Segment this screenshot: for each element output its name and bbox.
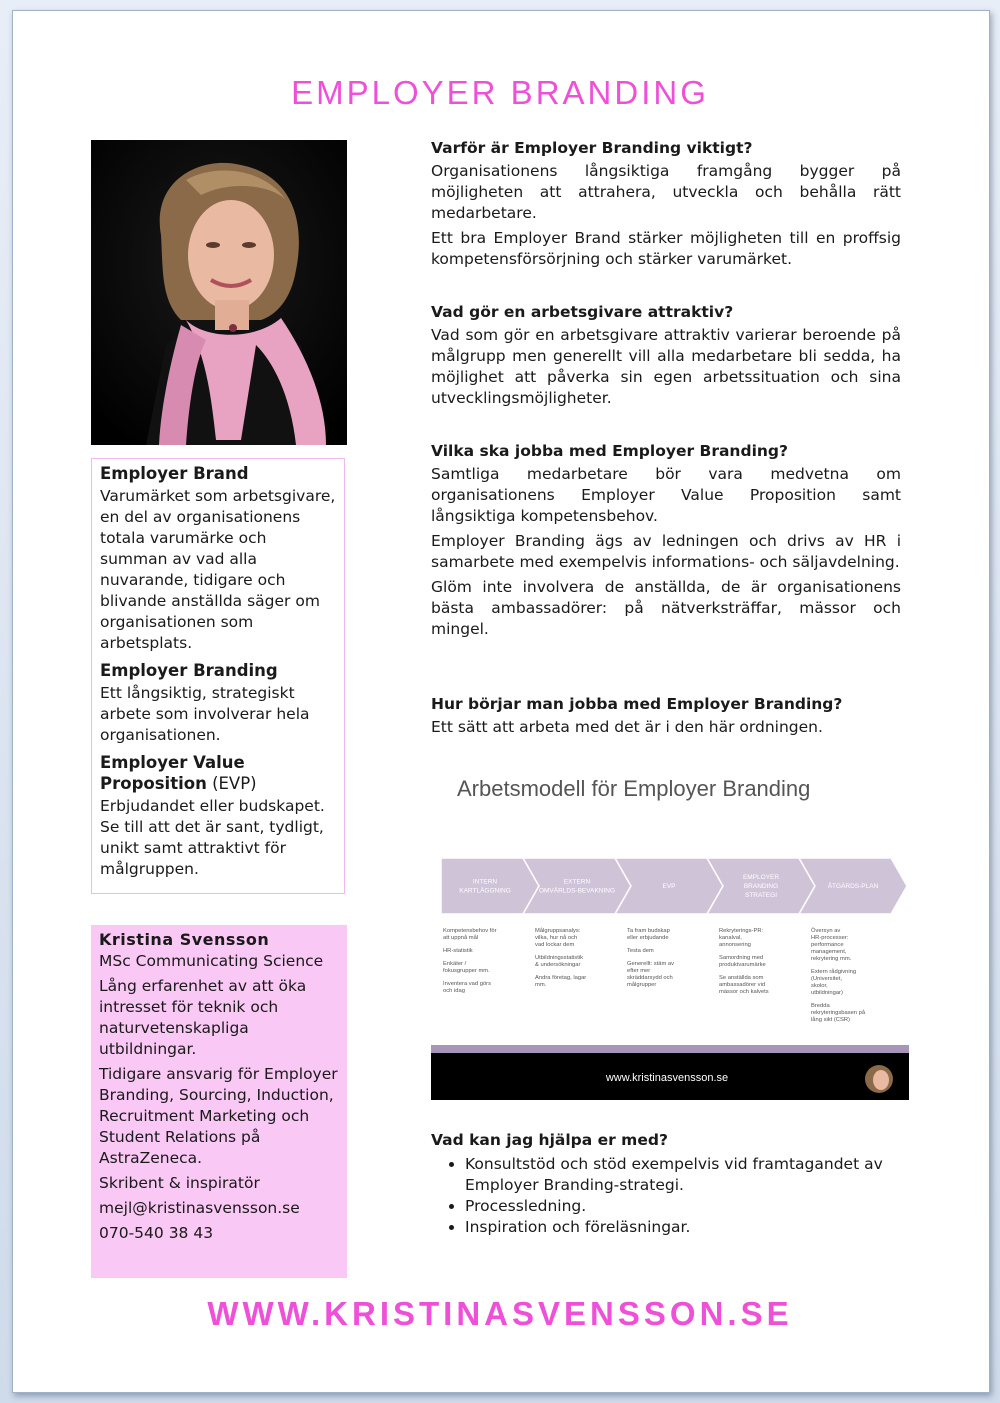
model-step-detail: Testa dem — [627, 948, 654, 954]
section-why — [431, 138, 901, 274]
help-item: • Inspiration och föreläsningar. — [465, 1217, 901, 1238]
model-step-detail: Extern rådgivning (Universitet, skolor, utbildningar) — [811, 969, 857, 996]
model-step-detail: HR-statistik — [443, 948, 473, 954]
page-title: EMPLOYER BRANDING — [291, 74, 709, 111]
help-item: • Konsultstöd och stöd exempelvis vid framtagandet av Employer Branding-strategi. — [465, 1154, 901, 1196]
contact-box — [91, 925, 347, 1278]
section-attractive — [431, 302, 901, 413]
evp-heading: Employer Value Proposition — [100, 753, 245, 793]
model-step-chevron — [441, 858, 539, 914]
contact-name: Kristina Svensson — [99, 930, 270, 949]
question-heading: Varför är Employer Branding viktigt? — [431, 139, 753, 157]
work-model-diagram — [431, 850, 909, 1100]
question-heading: Hur börjar man jobba med Employer Branding? — [431, 695, 843, 713]
model-step-detail: Bredda rekryteringsbasen på lång sikt (CSR) — [811, 1003, 866, 1023]
model-step-detail: Generellt: stäm av efter mer skräddarsydd och målgrupper — [627, 961, 675, 988]
model-step-detail: Ta fram budskap eller erbjudande — [627, 928, 670, 941]
model-step-detail: Målgruppsanalys: vilka, hur nå och vad lockar dem — [535, 928, 581, 948]
definition-text: Ett långsiktig, strategiskt arbete som involverar hela organisationen. — [100, 684, 310, 744]
answer-text: Glöm inte involvera de anställda, de är organisationens bästa ambassadörer: på nätverksträffar, mässor och mingel. — [431, 578, 901, 638]
model-banner-url: www.kristinasvensson.se — [605, 1072, 729, 1084]
model-step-label: EVP — [662, 883, 676, 890]
section-how — [431, 694, 901, 742]
model-step-chevron — [523, 858, 631, 914]
definition-heading — [100, 752, 338, 794]
model-step-detail: Rekryterings-PR: kanalval, annonsering — [719, 928, 764, 948]
model-step-label: ÅTGÄRDS-PLAN — [827, 883, 879, 890]
contact-experience: Lång erfarenhet av att öka intresset för teknik och naturvetenskapliga utbildningar. — [99, 977, 307, 1058]
definition-text: Varumärket som arbetsgivare, en del av organisationens totala varumärke och summan av vad alla nuvarande, tidigare och blivande anställda säger om organisationen som arbetsplats. — [100, 487, 336, 652]
banner-portrait-face — [873, 1070, 889, 1090]
help-list — [431, 1154, 901, 1238]
model-step-detail: Andra företag, lagar mm. — [535, 975, 587, 988]
definitions-box — [91, 458, 345, 894]
portrait-photo — [91, 140, 347, 445]
model-step-detail: Utbildningsstatistik & undersökningar — [535, 955, 584, 968]
model-step-detail: Kompetensbehov för att uppnå mål — [443, 928, 497, 941]
question-heading: Vad kan jag hjälpa er med? — [431, 1131, 668, 1149]
question-heading: Vilka ska jobba med Employer Branding? — [431, 442, 788, 460]
model-step-detail: Se anställda som ambassadörer vid mässor och kalvets — [719, 975, 769, 995]
answer-text: Vad som gör en arbetsgivare attraktiv varierar beroende på målgrupp men generellt vill alla medarbetare bli sedda, ha möjlighet att påverka sin egen arbetssituation och sina utvecklingsmöjligheter. — [431, 326, 901, 407]
model-step-detail: Inventera vad görs och idag — [443, 981, 492, 994]
definition-text: Erbjudandet eller budskapet. Se till att det är sant, tydligt, unikt samt attraktivt för målgruppen. — [100, 797, 325, 878]
model-step-detail: Enkäter / fokusgrupper mm. — [443, 961, 490, 974]
model-divider-bar — [431, 1045, 909, 1053]
section-help — [431, 1130, 901, 1238]
section-who — [431, 441, 901, 644]
footer-website[interactable]: WWW.KRISTINASVENSSON.SE — [207, 1295, 793, 1332]
answer-text: Ett bra Employer Brand stärker möjligheten till en proffsig kompetensförsörjning och stärker varumärket. — [431, 229, 901, 268]
help-item: • Processledning. — [465, 1196, 901, 1217]
model-title: Arbetsmodell för Employer Branding — [457, 776, 811, 801]
answer-text: Employer Branding ägs av ledningen och drivs av HR i samarbete med exempelvis informations- och säljavdelning. — [431, 532, 901, 571]
model-step-detail: Översyn av HR-processer: performance management, rekrytering mm. — [811, 928, 852, 962]
model-step-label: EXTERN OMVÄRLDS-BEVAKNING — [538, 878, 616, 895]
definition-heading: Employer Brand — [100, 464, 249, 483]
question-heading: Vad gör en arbetsgivare attraktiv? — [431, 303, 734, 321]
model-step-label: INTERN KARTLÄGGNING — [459, 878, 511, 895]
answer-text: Ett sätt att arbeta med det är i den här ordningen. — [431, 718, 823, 736]
answer-text: Samtliga medarbetare bör vara medvetna om organisationens Employer Value Proposition samt långsiktiga kompetensbehov. — [431, 465, 901, 525]
answer-text: Organisationens långsiktiga framgång bygger på möjligheten att attrahera, utveckla och behålla rätt medarbetare. — [431, 162, 901, 222]
contact-role: Skribent & inspiratör — [99, 1174, 260, 1192]
contact-email[interactable]: mejl@kristinasvensson.se — [99, 1199, 300, 1217]
model-step-detail: Samordning med produktvarumärke — [719, 955, 766, 968]
contact-previous: Tidigare ansvarig för Employer Branding, Sourcing, Induction, Recruitment Marketing och Student Relations på AstraZeneca. — [99, 1065, 338, 1167]
contact-phone: 070-540 38 43 — [99, 1224, 214, 1242]
definition-heading: Employer Branding — [100, 661, 278, 680]
contact-degree: MSc Communicating Science — [99, 952, 324, 970]
evp-suffix: (EVP) — [206, 774, 257, 793]
model-step-label: EMPLOYER BRANDING STRATEGI — [742, 874, 780, 899]
